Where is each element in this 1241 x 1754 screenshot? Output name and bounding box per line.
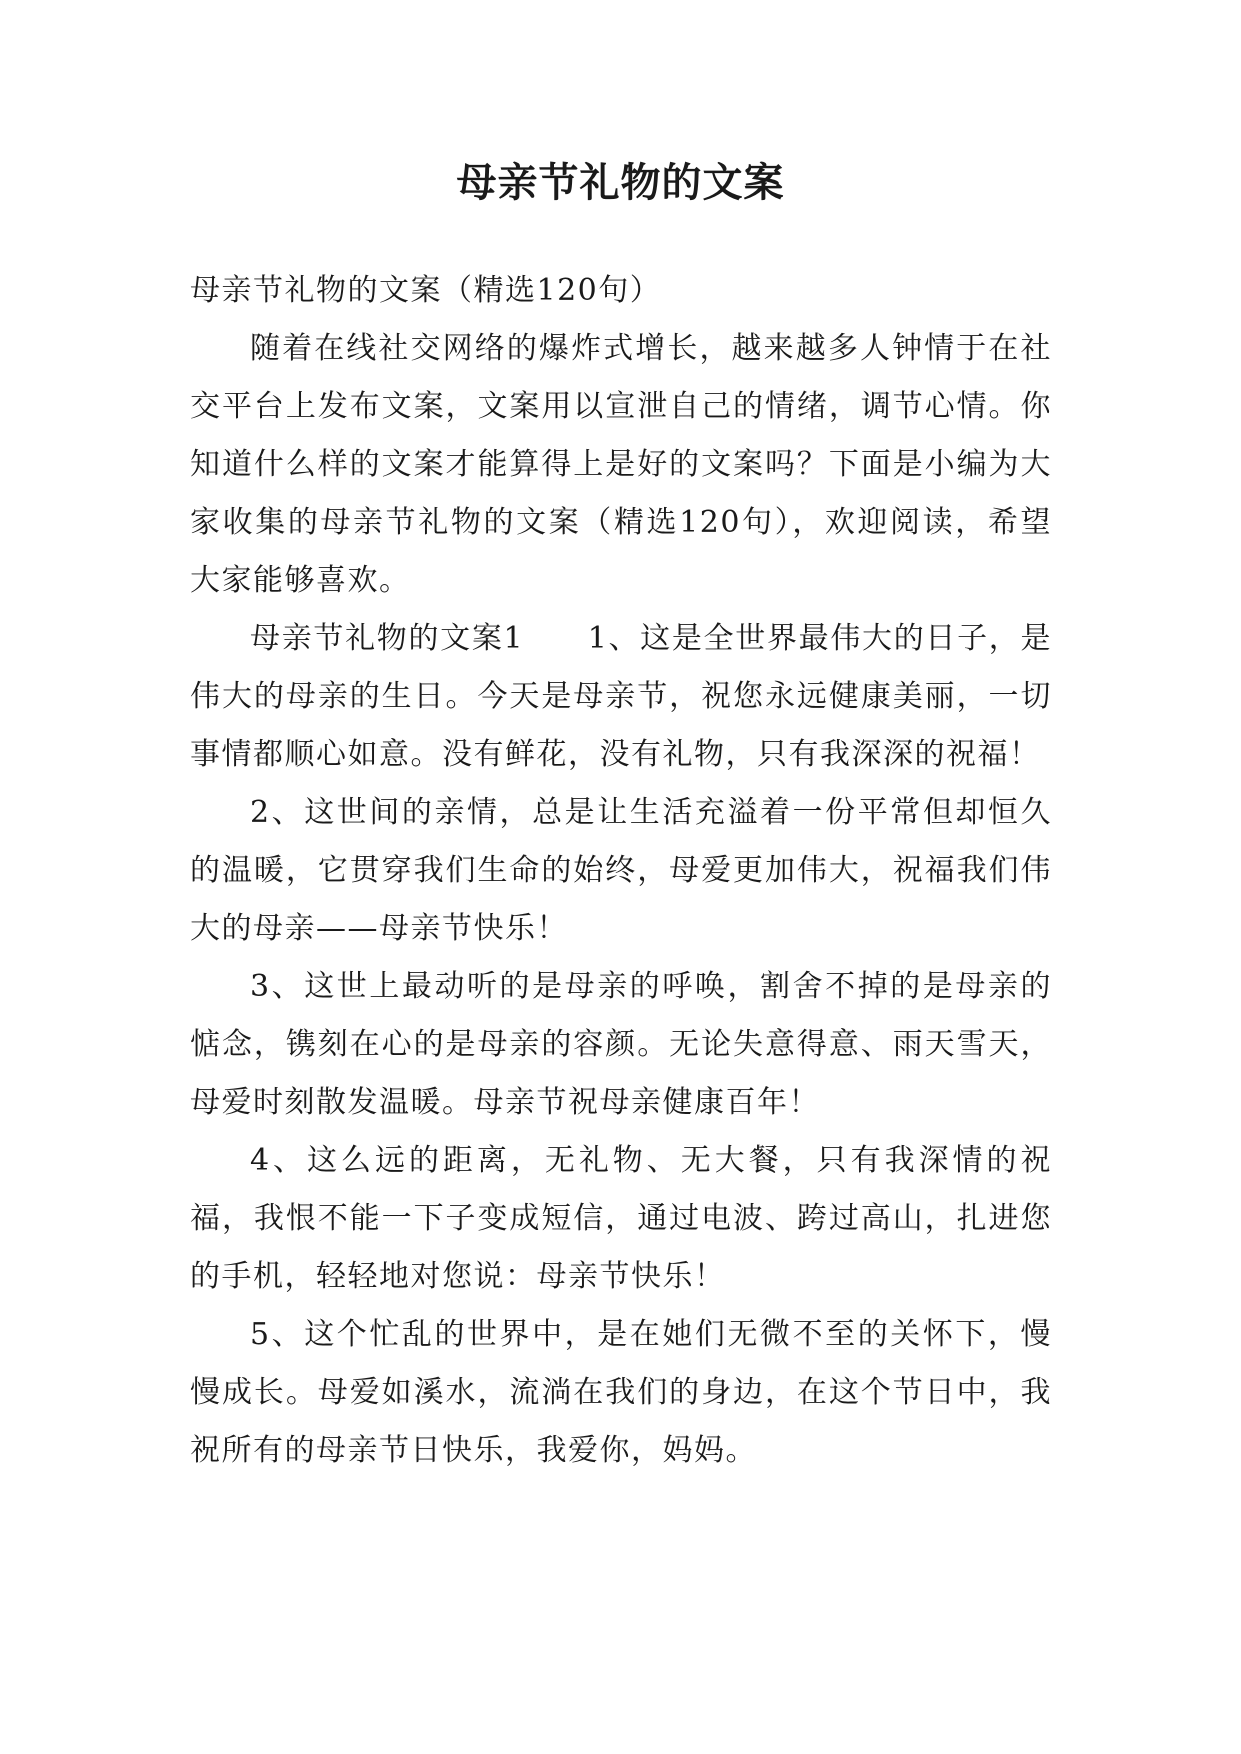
document-title: 母亲节礼物的文案 — [456, 160, 785, 206]
quote-paragraph-5: 5、这个忙乱的世界中，是在她们无微不至的关怀下，慢慢成长。母爱如溪水，流淌在我们的身边，在这个节日中，我祝所有的母亲节日快乐，我爱你，妈妈。 — [190, 1317, 1052, 1468]
quote-paragraph-2: 2、这世间的亲情，总是让生活充溢着一份平常但却恒久的温暖，它贯穿我们生命的始终，母爱更加伟大，祝福我们伟大的母亲——母亲节快乐！ — [190, 795, 1052, 946]
intro-paragraph: 随着在线社交网络的爆炸式增长，越来越多人钟情于在社交平台上发布文案，文案用以宣泄自己的情绪，调节心情。你知道什么样的文案才能算得上是好的文案吗？下面是小编为大家收集的母亲节礼物的文案（精选120句），欢迎阅读，希望大家能够喜欢。 — [190, 331, 1052, 598]
quote-paragraph-4: 4、这么远的距离，无礼物、无大餐，只有我深情的祝福，我恨不能一下子变成短信，通过电波、跨过高山，扎进您的手机，轻轻地对您说：母亲节快乐！ — [190, 1143, 1052, 1294]
quote-paragraph-3: 3、这世上最动听的是母亲的呼唤，割舍不掉的是母亲的惦念，镌刻在心的是母亲的容颜。无论失意得意、雨天雪天，母爱时刻散发温暖。母亲节祝母亲健康百年！ — [190, 969, 1052, 1120]
document-subtitle: 母亲节礼物的文案（精选120句） — [190, 273, 662, 308]
quote-paragraph-1: 母亲节礼物的文案1 1、这是全世界最伟大的日子，是伟大的母亲的生日。今天是母亲节，祝您永远健康美丽，一切事情都顺心如意。没有鲜花，没有礼物，只有我深深的祝福！ — [190, 621, 1052, 772]
document-body — [190, 262, 1052, 1480]
